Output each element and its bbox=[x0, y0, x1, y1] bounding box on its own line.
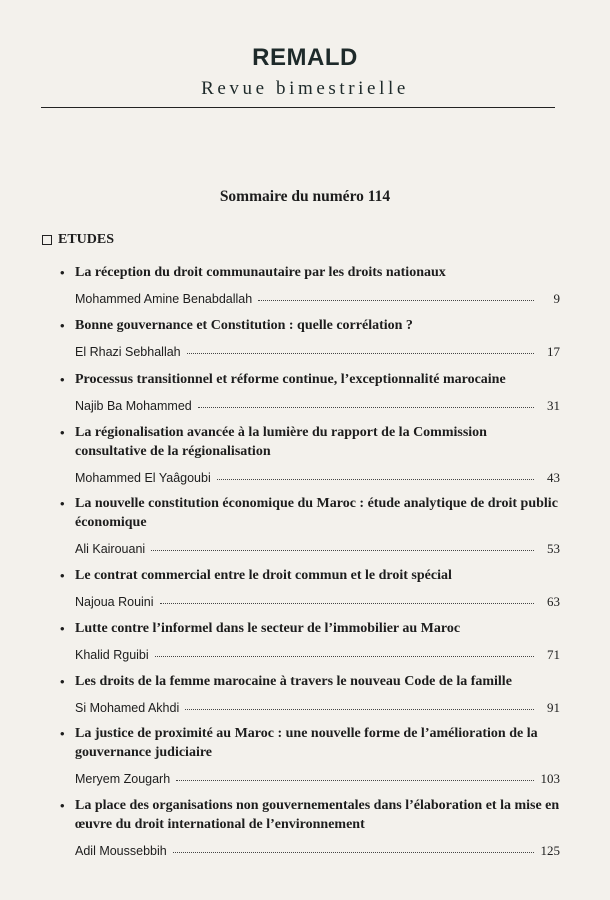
entry-author: Adil Moussebbih bbox=[75, 844, 167, 858]
toc-entry[interactable] bbox=[60, 370, 560, 414]
bullet-icon: • bbox=[60, 726, 65, 741]
dot-leader bbox=[173, 852, 534, 853]
entry-title-text: La place des organisations non gouvernementales dans l’élaboration et la mise en œuvre du droit international de l’environnement bbox=[75, 798, 560, 832]
entry-title bbox=[60, 263, 560, 282]
entry-title bbox=[60, 370, 560, 389]
entry-line bbox=[60, 771, 560, 787]
toc-entry[interactable] bbox=[60, 619, 560, 663]
entry-title-text: Les droits de la femme marocaine à travers le nouveau Code de la famille bbox=[75, 674, 512, 689]
entry-page-number: 9 bbox=[553, 291, 560, 306]
entry-author: Si Mohamed Akhdi bbox=[75, 701, 180, 715]
entry-title bbox=[60, 796, 560, 834]
header-rule bbox=[41, 107, 555, 108]
entry-line bbox=[60, 594, 560, 610]
bullet-icon: • bbox=[60, 621, 65, 636]
entry-title-text: La justice de proximité au Maroc : une nouvelle forme de l’amélioration de la gouvernance judiciaire bbox=[75, 726, 538, 760]
journal-subtitle: Revue bimestrielle bbox=[201, 78, 409, 99]
entry-page-number: 17 bbox=[547, 344, 560, 359]
entry-title-text: Le contrat commercial entre le droit commun et le droit spécial bbox=[75, 568, 452, 583]
section-label: ETUDES bbox=[58, 232, 115, 247]
checkbox-icon bbox=[42, 235, 52, 245]
entry-title bbox=[60, 423, 560, 461]
toc-entry[interactable] bbox=[60, 423, 560, 486]
entry-title-text: Processus transitionnel et réforme continue, l’exceptionnalité marocaine bbox=[75, 372, 506, 387]
entry-author: Najib Ba Mohammed bbox=[75, 399, 192, 413]
bullet-icon: • bbox=[60, 318, 65, 333]
entry-page-number: 91 bbox=[547, 700, 560, 715]
entry-author: Khalid Rguibi bbox=[75, 648, 149, 662]
entry-page-number: 63 bbox=[547, 594, 560, 609]
entry-title-text: La réception du droit communautaire par les droits nationaux bbox=[75, 265, 446, 280]
dot-leader bbox=[187, 353, 534, 354]
entry-line bbox=[60, 541, 560, 557]
bullet-icon: • bbox=[60, 568, 65, 583]
entry-title bbox=[60, 619, 560, 638]
entry-author: Meryem Zougarh bbox=[75, 772, 171, 786]
section-heading bbox=[42, 232, 114, 248]
entry-author: Ali Kairouani bbox=[75, 542, 146, 556]
entry-title-text: La régionalisation avancée à la lumière du rapport de la Commission consultative de la régionalisation bbox=[75, 425, 487, 459]
entry-line bbox=[60, 700, 560, 716]
entry-line bbox=[60, 843, 560, 859]
toc-entry[interactable] bbox=[60, 263, 560, 307]
bullet-icon: • bbox=[60, 372, 65, 387]
dot-leader bbox=[258, 300, 534, 301]
bullet-icon: • bbox=[60, 798, 65, 813]
entry-line bbox=[60, 344, 560, 360]
bullet-icon: • bbox=[60, 496, 65, 511]
bullet-icon: • bbox=[60, 425, 65, 440]
dot-leader bbox=[160, 603, 534, 604]
entry-author: Mohammed El Yaâgoubi bbox=[75, 471, 211, 485]
entry-title bbox=[60, 566, 560, 585]
dot-leader bbox=[155, 656, 534, 657]
entry-title bbox=[60, 316, 560, 335]
entry-page-number: 71 bbox=[547, 647, 560, 662]
toc-entry[interactable] bbox=[60, 796, 560, 859]
bullet-icon: • bbox=[60, 265, 65, 280]
entry-page-number: 53 bbox=[547, 541, 560, 556]
entry-page-number: 103 bbox=[540, 771, 560, 786]
journal-title: REMALD bbox=[252, 44, 358, 71]
entry-author: El Rhazi Sebhallah bbox=[75, 345, 181, 359]
entry-line bbox=[60, 647, 560, 663]
entry-line bbox=[60, 291, 560, 307]
entry-page-number: 31 bbox=[547, 398, 560, 413]
entry-title-text: La nouvelle constitution économique du Maroc : étude analytique de droit public économique bbox=[75, 496, 558, 530]
bullet-icon: • bbox=[60, 674, 65, 689]
toc-entry[interactable] bbox=[60, 566, 560, 610]
toc-title: Sommaire du numéro 114 bbox=[219, 188, 391, 205]
toc-entry[interactable] bbox=[60, 316, 560, 360]
dot-leader bbox=[217, 479, 534, 480]
entry-title bbox=[60, 494, 560, 532]
entry-title bbox=[60, 724, 560, 762]
dot-leader bbox=[198, 407, 534, 408]
entry-line bbox=[60, 398, 560, 414]
dot-leader bbox=[176, 780, 534, 781]
entry-page-number: 43 bbox=[547, 470, 560, 485]
dot-leader bbox=[151, 550, 534, 551]
toc-entry[interactable] bbox=[60, 672, 560, 716]
dot-leader bbox=[185, 709, 534, 710]
toc-entry[interactable] bbox=[60, 724, 560, 787]
entry-title bbox=[60, 672, 560, 691]
entry-title-text: Bonne gouvernance et Constitution : quelle corrélation ? bbox=[75, 318, 413, 333]
entry-author: Mohammed Amine Benabdallah bbox=[75, 292, 253, 306]
toc-entry[interactable] bbox=[60, 494, 560, 557]
entry-author: Najoua Rouini bbox=[75, 595, 154, 609]
entry-line bbox=[60, 470, 560, 486]
entry-title-text: Lutte contre l’informel dans le secteur de l’immobilier au Maroc bbox=[75, 621, 461, 636]
entry-page-number: 125 bbox=[540, 843, 560, 858]
